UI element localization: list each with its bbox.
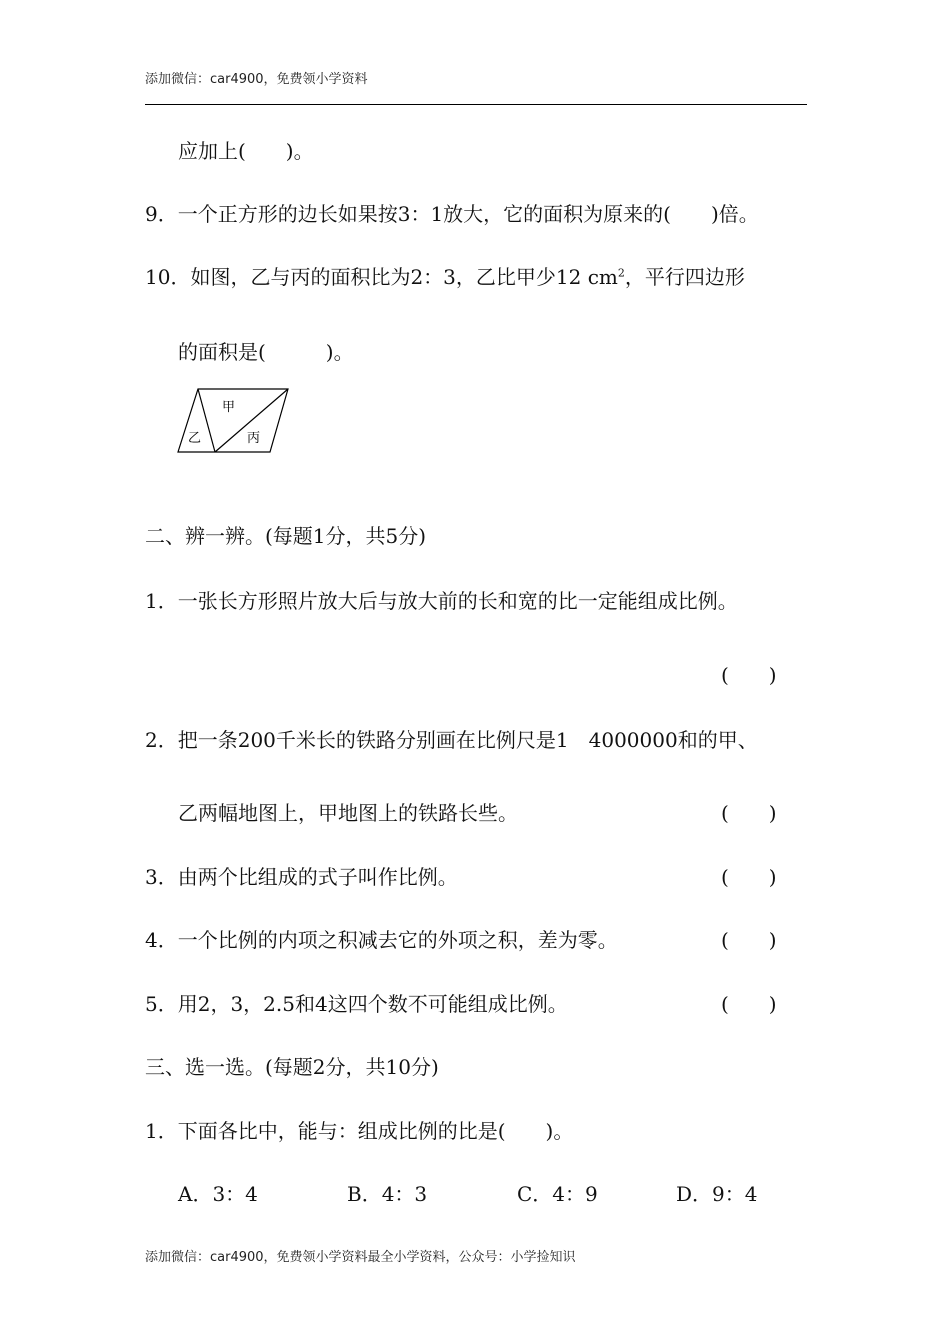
option-a[interactable]: A．3：4 xyxy=(178,1182,258,1206)
judge-item-2: 2．把一条200千米长的铁路分别画在比例尺是1 4000000和的甲、 xyxy=(145,728,758,752)
section-3-title: 三、选一选。(每题2分，共10分) xyxy=(145,1055,439,1079)
option-c[interactable]: C．4：9 xyxy=(517,1182,598,1206)
option-b[interactable]: B．4：3 xyxy=(347,1182,428,1206)
question-10-text-b: ，平行四边形 xyxy=(624,265,745,289)
answer-paren-4[interactable]: ( ) xyxy=(721,928,777,952)
header-note: 添加微信：car4900，免费领小学资料 xyxy=(145,72,368,87)
choice-question-1: 1．下面各比中，能与：组成比例的比是( )。 xyxy=(145,1119,574,1143)
answer-paren-5[interactable]: ( ) xyxy=(721,992,777,1016)
parallelogram-figure xyxy=(176,386,292,456)
judge-item-2-continuation: 乙两幅地图上，甲地图上的铁路长些。 xyxy=(178,801,518,825)
header-rule xyxy=(145,104,807,105)
footer-note: 添加微信：car4900，免费领小学资料最全小学资料，公众号：小学捡知识 xyxy=(145,1250,576,1265)
answer-paren-3[interactable]: ( ) xyxy=(721,865,777,889)
question-10-text-a: 10．如图，乙与丙的面积比为2：3，乙比甲少12 cm xyxy=(145,265,618,289)
question-10-line2: 的面积是( )。 xyxy=(178,340,354,364)
judge-item-5: 5．用2，3，2.5和4这四个数不可能组成比例。 xyxy=(145,992,568,1016)
superscript-2: 2 xyxy=(617,266,625,280)
question-10-line1 xyxy=(145,264,745,290)
option-d[interactable]: D．9：4 xyxy=(676,1182,758,1206)
label-jia: 甲 xyxy=(222,400,236,415)
judge-item-1: 1．一张长方形照片放大后与放大前的长和宽的比一定能组成比例。 xyxy=(145,589,738,613)
answer-paren-1[interactable]: ( ) xyxy=(721,663,777,687)
answer-paren-2[interactable]: ( ) xyxy=(721,801,777,825)
judge-item-3: 3．由两个比组成的式子叫作比例。 xyxy=(145,865,458,889)
question-9: 9．一个正方形的边长如果按3：1放大，它的面积为原来的( )倍。 xyxy=(145,202,759,226)
question-8-continuation: 应加上( )。 xyxy=(178,139,314,163)
judge-item-4: 4．一个比例的内项之积减去它的外项之积，差为零。 xyxy=(145,928,618,952)
label-yi: 乙 xyxy=(188,431,202,446)
section-2-title: 二、辨一辨。(每题1分，共5分) xyxy=(145,524,427,548)
label-bing: 丙 xyxy=(247,431,261,446)
